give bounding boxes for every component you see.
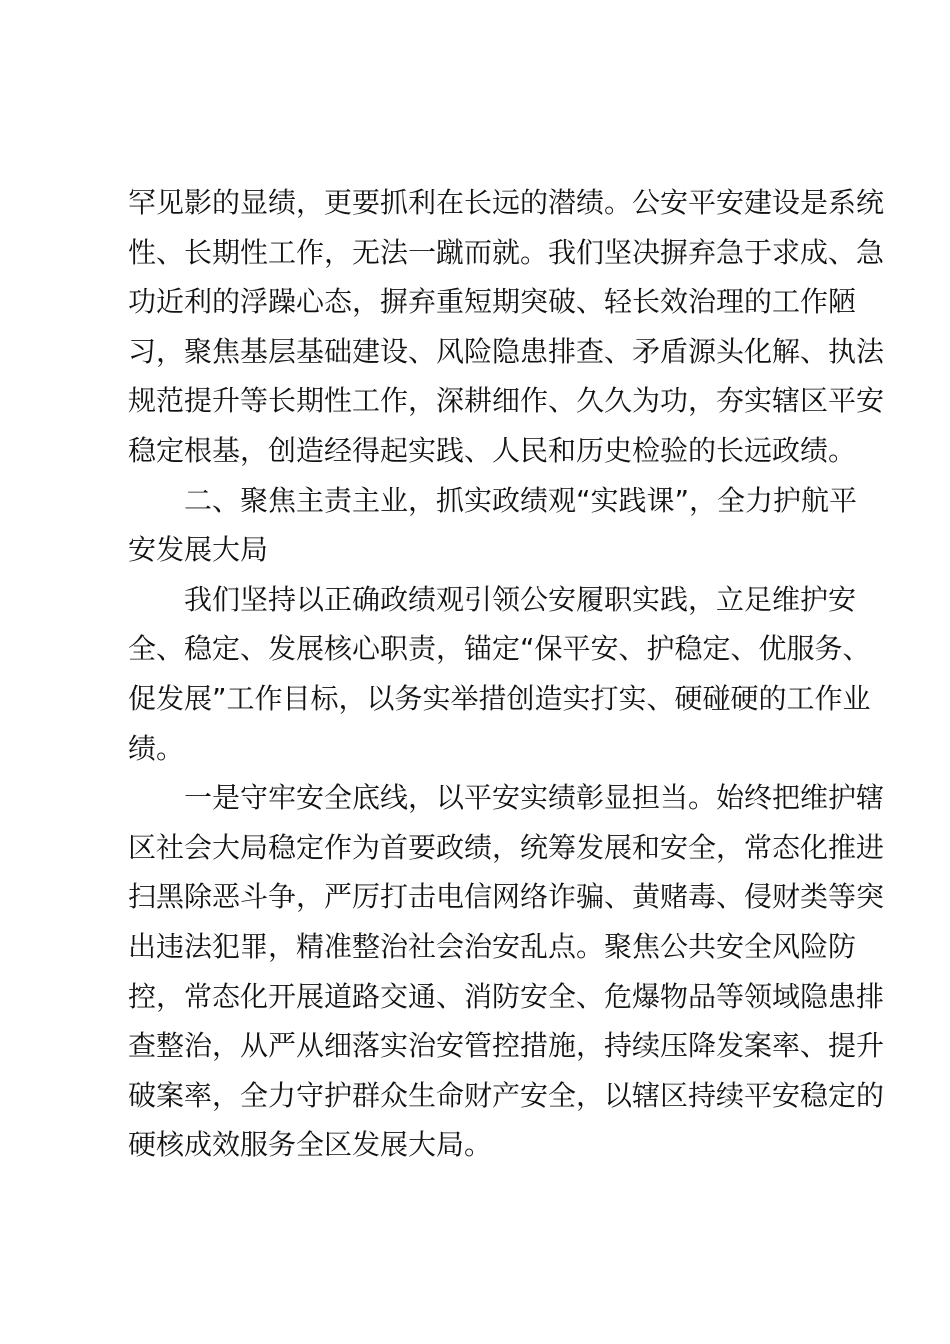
text-line: 功近利的浮躁心态，摒弃重短期突破、轻长效治理的工作陋 [128,285,857,319]
text-line: 出违法犯罪，精准整治社会治安乱点。聚焦公共安全风险防 [128,929,857,963]
text-line: 区社会大局稳定作为首要政绩，统筹发展和安全，常态化推进 [128,830,885,864]
text-line: 习，聚焦基层基础建设、风险隐患排查、矛盾源头化解、执法 [128,334,885,368]
text-line: 破案率，全力守护群众生命财产安全，以辖区持续平安稳定的 [128,1078,885,1112]
document-body [128,178,885,1170]
text-line: 扫黑除恶斗争，严厉打击电信网络诈骗、黄赌毒、侵财类等突 [128,880,885,914]
section-heading-line: 安发展大局 [128,533,269,567]
section-heading-line: 二、聚焦主责主业，抓实政绩观“实践课”，全力护航平 [184,483,858,517]
text-line: 全、稳定、发展核心职责，锚定“保平安、护稳定、优服务、 [128,632,871,666]
text-line: 规范提升等长期性工作，深耕细作、久久为功，夯实辖区平安 [128,384,885,418]
text-line: 稳定根基，创造经得起实践、人民和历史检验的长远政绩。 [128,433,857,467]
text-line: 罕见影的显绩，更要抓利在长远的潜绩。公安平安建设是系统 [128,186,885,219]
text-line: 一是守牢安全底线，以平安实绩彰显担当。始终把维护辖 [184,781,885,815]
text-line: 控，常态化开展道路交通、消防安全、危爆物品等领域隐患排 [128,979,885,1013]
text-line: 硬核成效服务全区发展大局。 [128,1128,493,1162]
text-line: 促发展”工作目标，以务实举措创造实打实、硬碰硬的工作业 [128,681,871,715]
text-line: 查整治，从严从细落实治安管控措施，持续压降发案率、提升 [128,1029,885,1063]
text-line: 性、长期性工作，无法一蹴而就。我们坚决摒弃急于求成、急 [128,235,885,269]
text-line: 绩。 [128,731,185,765]
text-line: 我们坚持以正确政绩观引领公安履职实践，立足维护安 [184,582,857,616]
